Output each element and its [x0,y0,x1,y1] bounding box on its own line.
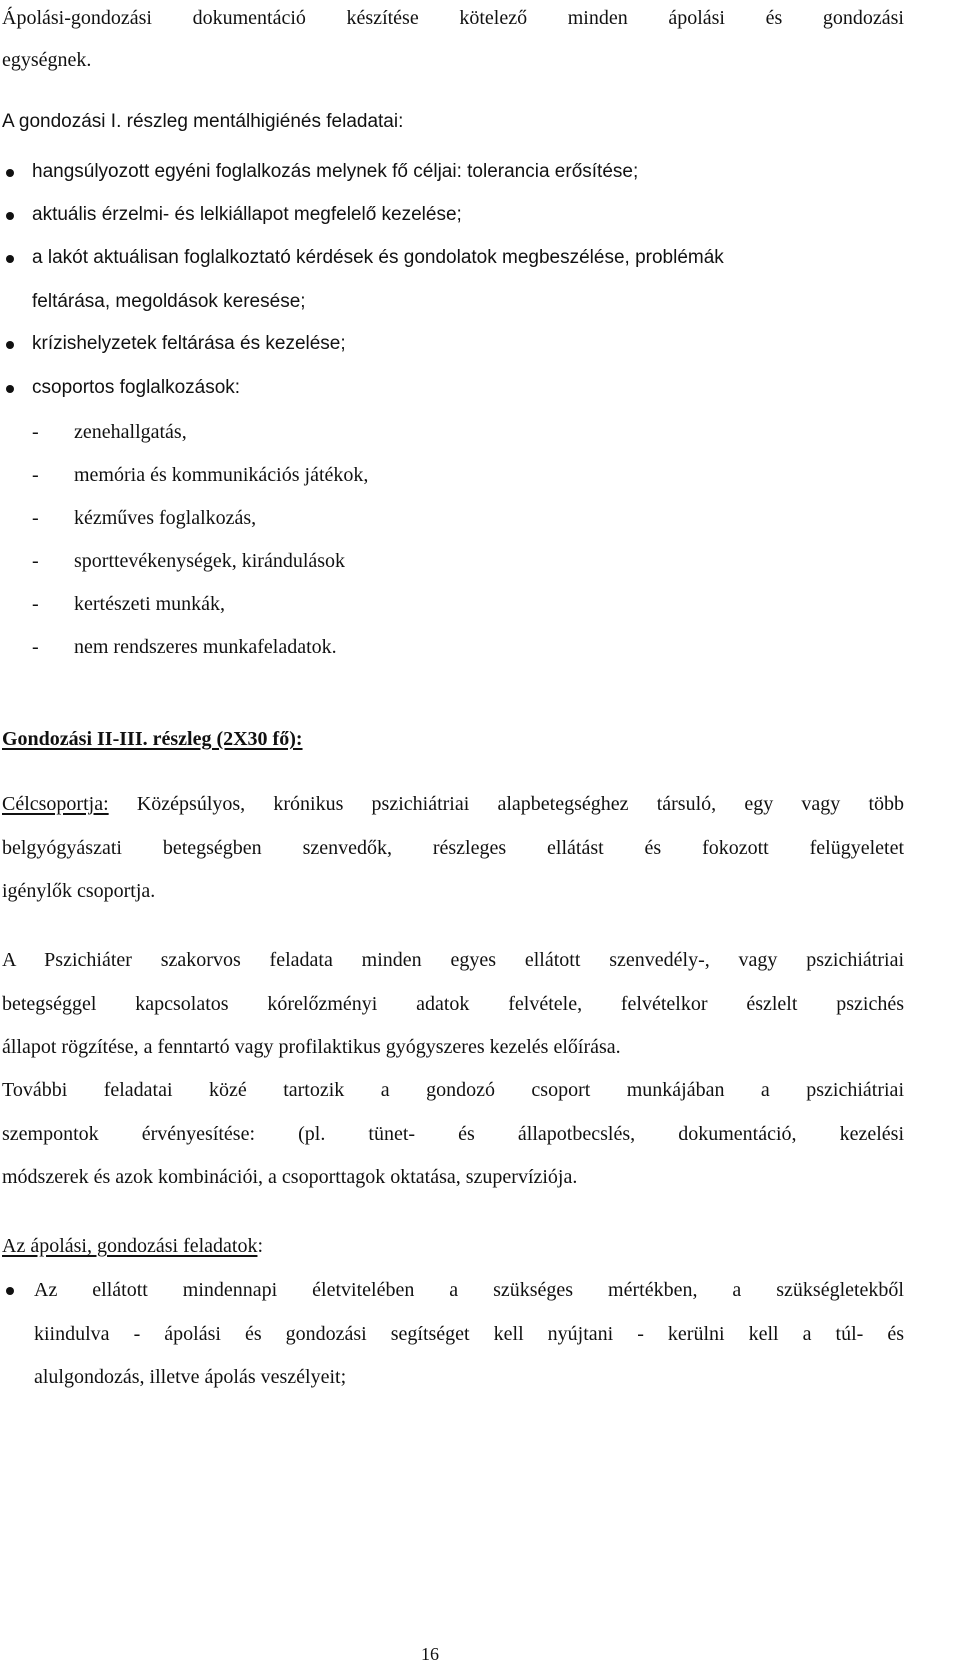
bullet-dot [6,169,14,177]
target-group-line-3: igénylők csoportja. [2,880,156,902]
dash-marker: - [32,421,39,443]
dash-item-6: nem rendszeres munkafeladatok. [74,636,337,658]
dash-item-2: memória és kommunikációs játékok, [74,464,369,486]
target-group-label: Célcsoportja: [2,793,109,815]
intro-line-2: egységnek. [2,49,92,71]
section2-heading: Gondozási II-III. részleg (2X30 fő): [2,728,303,750]
target-group-line-2: belgyógyászati betegségben szenvedők, részleges ellátást és fokozott felügyeletet [2,837,904,859]
dash-item-3: kézműves foglalkozás, [74,507,257,529]
target-group-text-1: Középsúlyos, krónikus pszichiátriai alapbetegséghez társuló, egy vagy több [136,793,905,815]
bullet-dot [6,1287,14,1295]
section1-heading: A gondozási I. részleg mentálhigiénés feladatai: [2,111,404,132]
dash-marker: - [32,507,39,529]
dash-marker: - [32,636,39,658]
bullet-dot [6,385,14,393]
section1-bullet-2: aktuális érzelmi- és lelkiállapot megfelelő kezelése; [32,204,462,225]
psych-line-3: állapot rögzítése, a fenntartó vagy profilaktikus gyógyszeres kezelés előírása. [2,1036,621,1058]
dash-item-5: kertészeti munkák, [74,593,226,615]
care-bullet-line-3: alulgondozás, illetve ápolás veszélyeit; [34,1366,347,1388]
care-bullet-line-1: Az ellátott mindennapi életvitelében a szükséges mértékben, a szükségletekből [34,1279,904,1301]
target-group-line-1 [2,792,904,816]
dash-marker: - [32,464,39,486]
psych-line-6: módszerek és azok kombinációi, a csoporttagok oktatása, szupervíziója. [2,1166,578,1188]
bullet-dot [6,255,14,263]
section1-bullet-5: csoportos foglalkozások: [32,377,241,398]
section1-bullet-3: a lakót aktuálisan foglalkoztató kérdések és gondolatok megbeszélése, problémák [32,247,724,268]
intro-line-1: Ápolási-gondozási dokumentáció készítése kötelező minden ápolási és gondozási [2,7,904,29]
care-bullet-line-2: kiindulva - ápolási és gondozási segítséget kell nyújtani - kerülni kell a túl- és [34,1323,904,1345]
section1-bullet-3-cont: feltárása, megoldások keresése; [32,291,306,312]
page-number: 16 [421,1644,439,1664]
psych-line-1: A Pszichiáter szakorvos feladata minden egyes ellátott szenvedély-, vagy pszichiátriai [2,949,904,971]
section1-bullet-1: hangsúlyozott egyéni foglalkozás melynek fő céljai: tolerancia erősítése; [32,161,639,182]
care-tasks-heading-colon: : [257,1235,264,1257]
psych-line-5: szempontok érvényesítése: (pl. tünet- és állapotbecslés, dokumentáció, kezelési [2,1123,904,1145]
dash-marker: - [32,550,39,572]
psych-line-4: További feladatai közé tartozik a gondozó csoport munkájában a pszichiátriai [2,1079,904,1101]
dash-item-4: sporttevékenységek, kirándulások [74,550,346,572]
care-tasks-heading [2,1234,263,1258]
care-tasks-heading-text: Az ápolási, gondozási feladatok [2,1235,258,1257]
dash-marker: - [32,593,39,615]
psych-line-2: betegséggel kapcsolatos kórelőzményi adatok felvétele, felvételkor észlelt pszichés [2,993,904,1015]
bullet-dot [6,212,14,220]
dash-item-1: zenehallgatás, [74,421,187,443]
bullet-dot [6,341,14,349]
section1-bullet-4: krízishelyzetek feltárása és kezelése; [32,333,346,354]
